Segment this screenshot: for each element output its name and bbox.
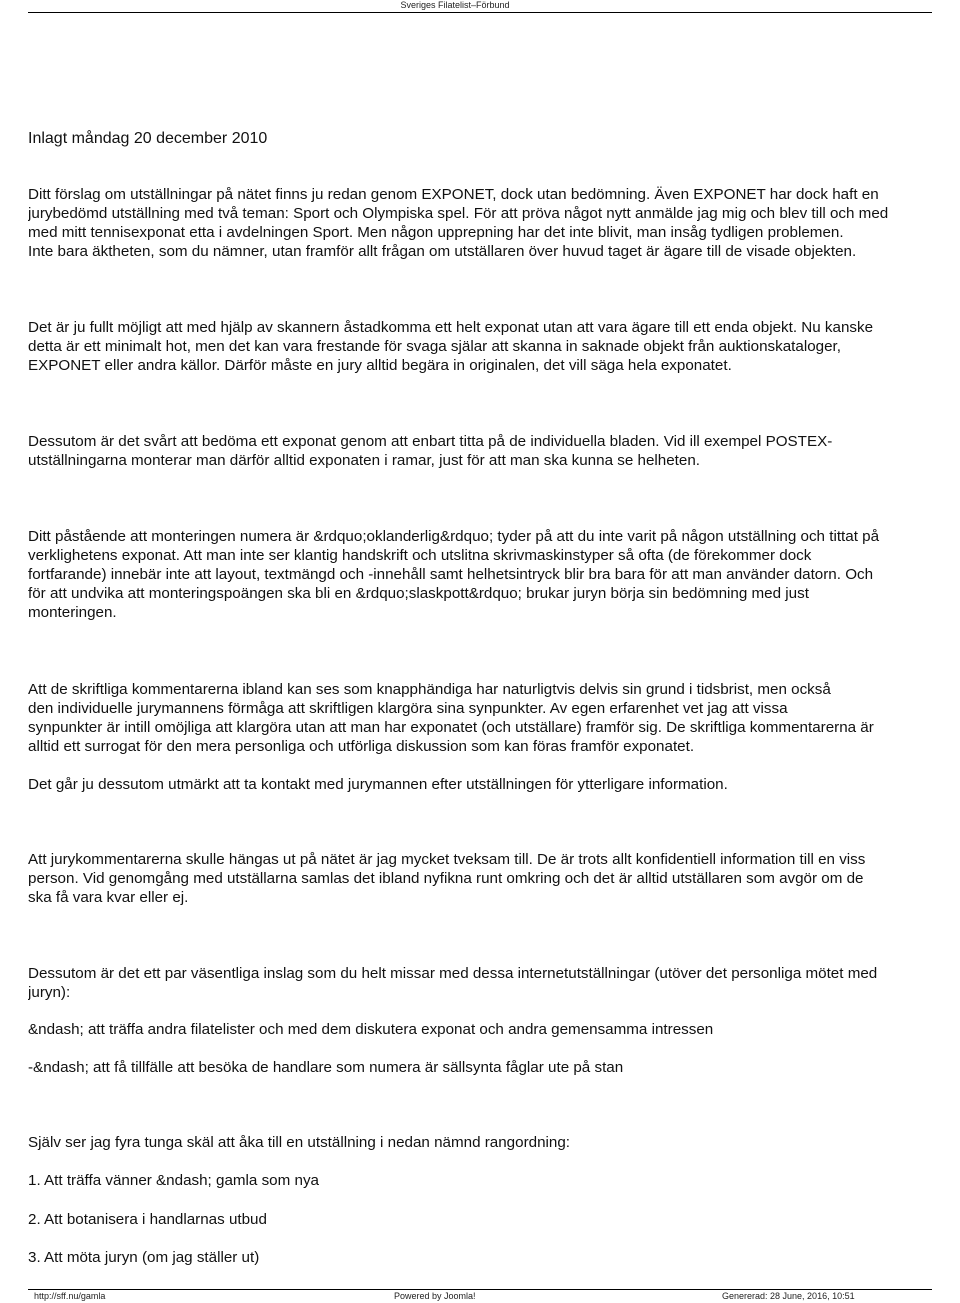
paragraph-contact: Det går ju dessutom utmärkt att ta kontakt med jurymannen efter utställningen för ytterligare information. — [28, 776, 728, 793]
footer-powered-by: Powered by Joomla! — [394, 1291, 476, 1301]
site-title: Sveriges Filatelist–Förbund — [400, 0, 510, 10]
footer-divider — [28, 1289, 932, 1290]
paragraph-exponet: Ditt förslag om utställningar på nätet finns ju redan genom EXPONET, dock utan bedömning. Även EXPONET har dock haft en jurybedömd utställning med två teman: Sport och Olympiska spel. För att pröva något nytt anmälde jag mig och blev till och med med mitt tennisexponat etta i avdelningen Sport. Men någon upprepning har det inte blivit, man insåg tydligen problemen. Inte bara äktheten, som du nämner, utan framför allt frågan om utställaren över huvud taget är ägare till de visade objekten. — [28, 186, 889, 260]
paragraph-comments: Att de skriftliga kommentarerna ibland kan ses som knapphändiga har naturligtvis delvis sin grund i tidsbrist, men också den individuelle jurymannens förmåga att skriftligen klargöra sina synpunkter. Av egen erfarenhet vet jag att vissa synpunkter är intill omöjliga att klargöra utan att man har exponatet (och utställare) framför sig. De skriftliga kommentarerna är alltid ett surrogat för den mera personliga och utförliga diskussion som kan föras framför exponatet. — [28, 681, 874, 755]
paragraph-scanner: Det är ju fullt möjligt att med hjälp av skannern åstadkomma ett helt exponat utan att vara ägare till ett enda objekt. Nu kanske detta är ett minimalt hot, men det kan vara frestande för svaga själar att skanna in saknade objekt från auktionskataloger, EXPONET eller andra källor. Därför måste en jury alltid begära in originalen, det vill säga hela exponatet. — [28, 319, 874, 374]
list-item: &ndash; att träffa andra filatelister och med dem diskutera exponat och andra gemensamma intressen — [28, 1021, 714, 1038]
footer-generated-date: Genererad: 28 June, 2016, 10:51 — [722, 1291, 855, 1301]
paragraph-reasons: Själv ser jag fyra tunga skäl att åka till en utställning i nedan nämnd rangordning: — [28, 1134, 571, 1151]
paragraph-mounting: Ditt påstående att monteringen numera är &rdquo;oklanderlig&rdquo; tyder på att du inte varit på någon utställning och tittat på verklighetens exponat. Att man inte ser klantig handskrift och utslitna skrivmaskinstyper så ofta (de förekommer dock fortfarande) innebär inte att layout, textmängd och -innehåll samt helhetsintryck blir bra bara för att man använder datorn. Och för att undvika att monteringspoängen ska bli en &rdquo;slaskpott&rdquo; brukar juryn börja sin bedömning med just monteringen. — [28, 528, 880, 621]
post-date: Inlagt måndag 20 december 2010 — [28, 130, 268, 147]
footer-site-url: http://sff.nu/gamla — [34, 1291, 106, 1301]
list-item: 1. Att träffa vänner &ndash; gamla som nya — [28, 1172, 319, 1189]
list-item: -&ndash; att få tillfälle att besöka de handlare som numera är sällsynta fåglar ute på stan — [28, 1059, 624, 1076]
paragraph-missing: Dessutom är det ett par väsentliga inslag som du helt missar med dessa internetutställningar (utöver det personliga mötet med juryn): — [28, 965, 878, 1001]
paragraph-postex: Dessutom är det svårt att bedöma ett exponat genom att enbart titta på de individuella bladen. Vid ill exempel POSTEX- utställningarna monterar man därför alltid exponaten i ramar, just för att man ska kunna se helheten. — [28, 433, 833, 469]
list-item: 2. Att botanisera i handlarnas utbud — [28, 1211, 267, 1228]
list-item: 3. Att möta juryn (om jag ställer ut) — [28, 1249, 260, 1266]
paragraph-confidential: Att jurykommentarerna skulle hängas ut på nätet är jag mycket tveksam till. De är trots allt konfidentiell information till en viss person. Vid genomgång med utställarna samlas det ibland nyfikna runt omkring och det är alltid utställaren som avgör om de ska få vara kvar eller ej. — [28, 851, 866, 906]
